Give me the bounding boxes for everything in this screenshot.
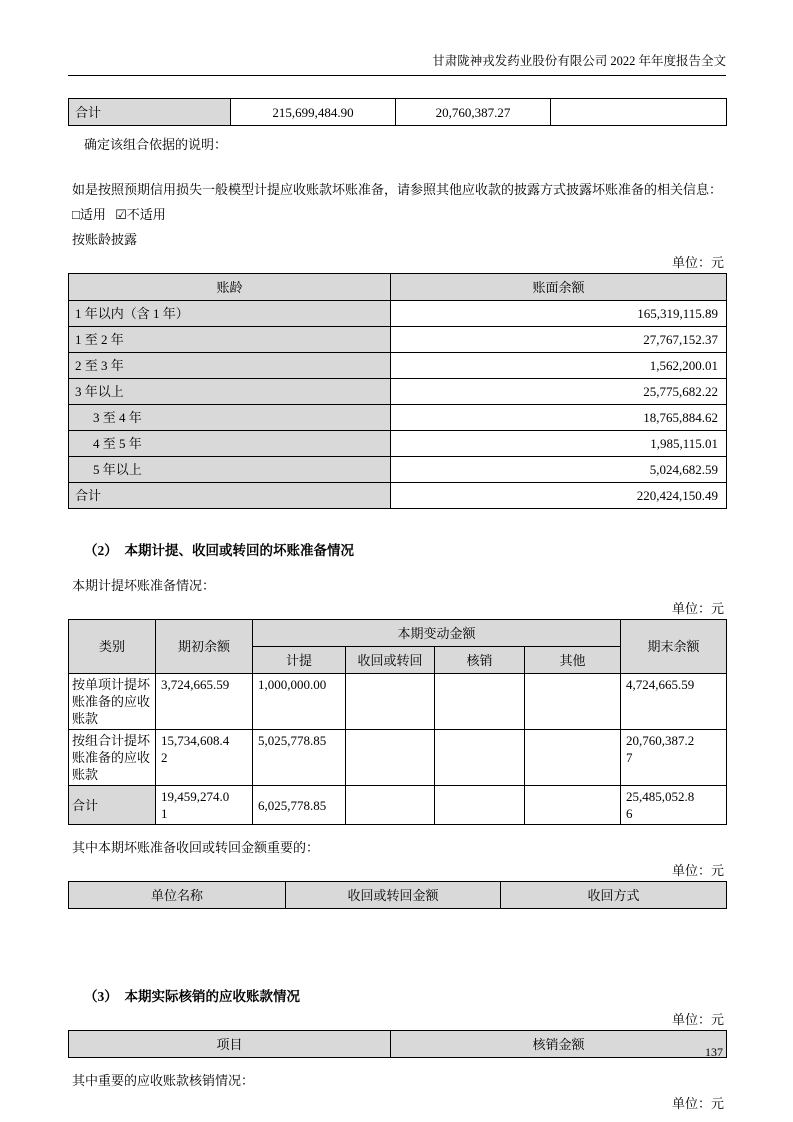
aging-label-cell: 2 至 3 年 (69, 353, 391, 379)
writeoff-cell (435, 730, 525, 786)
opening-balance-header-cell: 期初余额 (156, 620, 253, 674)
writeoff-important-note: 其中重要的应收账款核销情况： (72, 1073, 255, 1088)
aging-subrow (69, 457, 727, 483)
unit-label: 单位：元 (671, 863, 724, 878)
other-cell (525, 730, 621, 786)
section-3-heading: （3） 本期实际核销的应收账款情况 (84, 989, 300, 1004)
unit-label: 单位：元 (671, 1012, 724, 1027)
aging-row (69, 327, 727, 353)
aging-total-label-cell: 合计 (69, 483, 391, 509)
writeoff-cell (435, 674, 525, 730)
item-header-cell: 项目 (69, 1031, 391, 1058)
provision-total-row (69, 786, 727, 825)
ecl-model-note: 如是按照预期信用损失一般模型计提应收账款坏账准备，请参照其他应收款的披露方式披露坏账准备的相关信息： (72, 182, 723, 197)
accrual-header-cell: 计提 (253, 647, 346, 674)
accrual-cell: 1,000,000.00 (253, 674, 346, 730)
page-number: 137 (705, 1045, 723, 1059)
unit-label: 单位：元 (671, 255, 724, 270)
other-cell (525, 786, 621, 825)
empty-cell (551, 99, 727, 126)
provision-row-individual (69, 674, 727, 730)
category-cell: 按单项计提坏账准备的应收账款 (69, 674, 156, 730)
category-header-cell: 类别 (69, 620, 156, 674)
total-amount-cell-2: 20,760,387.27 (396, 99, 551, 126)
recover-detail-table (68, 881, 727, 909)
period-change-group-header-cell: 本期变动金额 (253, 620, 621, 647)
aging-label-cell: 4 至 5 年 (69, 431, 391, 457)
opening-balance-cell: 15,734,608.42 (156, 730, 253, 786)
total-amount-cell-1: 215,699,484.90 (231, 99, 396, 126)
other-cell (525, 674, 621, 730)
aging-header-cell: 账龄 (69, 274, 391, 301)
aging-label-cell: 1 年以内（含 1 年） (69, 301, 391, 327)
aging-value-cell: 5,024,682.59 (391, 457, 727, 483)
aging-row (69, 301, 727, 327)
total-label-cell: 合计 (69, 99, 231, 126)
aging-label-cell: 3 年以上 (69, 379, 391, 405)
closing-balance-cell: 20,760,387.27 (621, 730, 727, 786)
recover-method-header-cell: 收回方式 (501, 882, 727, 909)
aging-table (68, 273, 727, 509)
doc-title: 甘肃陇神戎发药业股份有限公司 2022 年年度报告全文 (432, 54, 726, 68)
balance-header-cell: 账面余额 (391, 274, 727, 301)
unit-label: 单位：元 (671, 601, 724, 616)
closing-balance-cell: 25,485,052.86 (621, 786, 727, 825)
recover-header-cell: 收回或转回 (346, 647, 435, 674)
aging-value-cell: 1,985,115.01 (391, 431, 727, 457)
recover-amount-header-cell: 收回或转回金额 (286, 882, 501, 909)
aging-label-cell: 1 至 2 年 (69, 327, 391, 353)
aging-row (69, 379, 727, 405)
recover-cell (346, 674, 435, 730)
writeoff-header-cell: 核销 (435, 647, 525, 674)
aging-row (69, 353, 727, 379)
unit-label: 单位：元 (671, 1096, 724, 1111)
closing-balance-cell: 4,724,665.59 (621, 674, 727, 730)
aging-value-cell: 18,765,884.62 (391, 405, 727, 431)
section-2-heading: （2） 本期计提、收回或转回的坏账准备情况 (84, 543, 354, 558)
total-category-cell: 合计 (69, 786, 156, 825)
aging-total-row (69, 483, 727, 509)
document-header (68, 0, 726, 76)
aging-value-cell: 1,562,200.01 (391, 353, 727, 379)
opening-balance-cell: 3,724,665.59 (156, 674, 253, 730)
aging-header-row (69, 274, 727, 301)
provision-current-note: 本期计提坏账准备情况： (72, 578, 216, 593)
aging-subrow (69, 431, 727, 457)
writeoff-cell (435, 786, 525, 825)
combo-basis-note: 确定该组合依据的说明： (84, 137, 228, 152)
aging-subrow (69, 405, 727, 431)
accrual-cell: 5,025,778.85 (253, 730, 346, 786)
opening-balance-cell: 19,459,274.01 (156, 786, 253, 825)
not-applicable-checkbox-checked: ☑不适用 (115, 207, 166, 222)
aging-total-value-cell: 220,424,150.49 (391, 483, 727, 509)
unit-name-header-cell: 单位名称 (69, 882, 286, 909)
aging-value-cell: 25,775,682.22 (391, 379, 727, 405)
aging-value-cell: 27,767,152.37 (391, 327, 727, 353)
category-cell: 按组合计提坏账准备的应收账款 (69, 730, 156, 786)
table-row (69, 99, 727, 126)
writeoff-header-row (69, 1031, 727, 1058)
writeoff-amount-header-cell: 核销金额 (391, 1031, 727, 1058)
aging-label-cell: 3 至 4 年 (69, 405, 391, 431)
recover-cell (346, 786, 435, 825)
provision-row-portfolio (69, 730, 727, 786)
other-header-cell: 其他 (525, 647, 621, 674)
bad-debt-provision-table (68, 619, 727, 825)
applicable-checkbox-unchecked: □适用 (72, 207, 106, 222)
writeoff-table (68, 1030, 727, 1058)
recover-header-row (69, 882, 727, 909)
provision-header-row-1 (69, 620, 727, 647)
aging-label-cell: 5 年以上 (69, 457, 391, 483)
aging-value-cell: 165,319,115.89 (391, 301, 727, 327)
closing-balance-header-cell: 期末余额 (621, 620, 727, 674)
recover-cell (346, 730, 435, 786)
applicability-line (72, 206, 726, 223)
previous-table-total-row (68, 98, 727, 126)
recover-important-note: 其中本期坏账准备收回或转回金额重要的： (72, 840, 320, 855)
accrual-cell: 6,025,778.85 (253, 786, 346, 825)
aging-disclosure-note: 按账龄披露 (72, 232, 138, 247)
